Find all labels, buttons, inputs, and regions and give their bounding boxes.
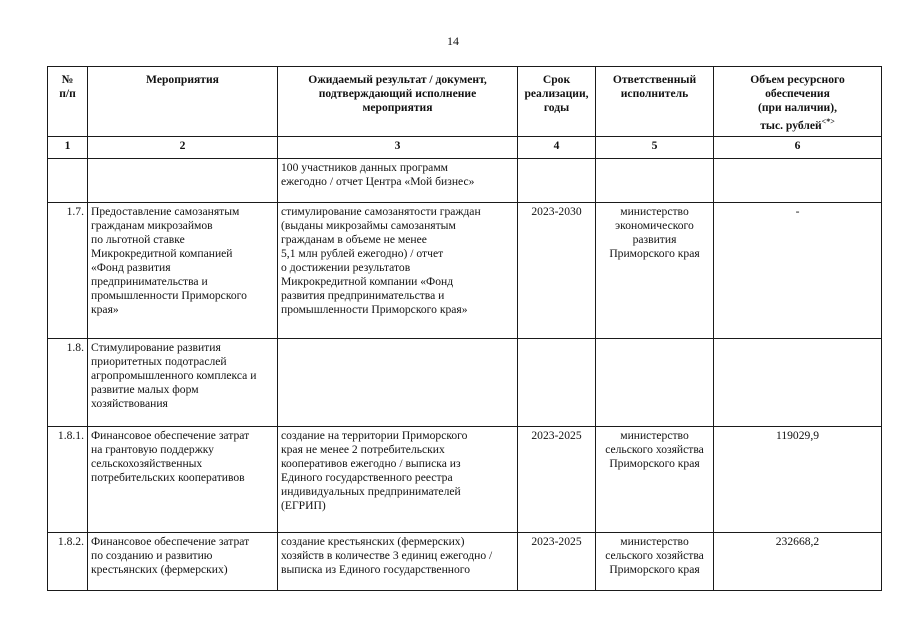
volume-footnote-mark: <*> [821, 117, 835, 126]
row-responsible: министерство сельского хозяйства Приморского края [596, 427, 714, 533]
column-number: 5 [596, 137, 714, 159]
column-number: 3 [278, 137, 518, 159]
row-volume [714, 159, 882, 203]
page-number: 14 [447, 34, 459, 48]
table-row [48, 339, 882, 427]
row-expected-result: создание крестьянских (фермерских) хозяйств в количестве 3 единиц ежегодно / выписка из Единого государственного [278, 533, 518, 591]
row-term: 2023-2025 [518, 427, 596, 533]
header-responsible: Ответственный исполнитель [596, 67, 714, 137]
row-expected-result: стимулирование самозанятости граждан (выданы микрозаймы самозанятым гражданам в объеме не менее 5,1 млн рублей ежегодно) / отчет о достижении результатов Микрокредитной компании «Фонд развития предпринимательства и промышленности Приморского края» [278, 203, 518, 339]
row-number [48, 159, 88, 203]
table-row [48, 203, 882, 339]
row-number: 1.7. [48, 203, 88, 339]
row-measure [88, 159, 278, 203]
row-term: 2023-2030 [518, 203, 596, 339]
header-expected-result: Ожидаемый результат / документ, подтверждающий исполнение мероприятия [278, 67, 518, 137]
column-number-row [48, 137, 882, 159]
row-expected-result: создание на территории Приморского края не менее 2 потребительских кооперативов ежегодно / выписка из Единого государственного реестра индивидуальных предпринимателей (ЕГРИП) [278, 427, 518, 533]
row-measure: Стимулирование развития приоритетных подотраслей агропромышленного комплекса и развитие малых форм хозяйствования [88, 339, 278, 427]
row-number: 1.8.1. [48, 427, 88, 533]
row-term [518, 339, 596, 427]
row-volume: 119029,9 [714, 427, 882, 533]
row-volume: - [714, 203, 882, 339]
row-expected-result: 100 участников данных программ ежегодно / отчет Центра «Мой бизнес» [278, 159, 518, 203]
row-measure: Финансовое обеспечение затрат на грантовую поддержку сельскохозяйственных потребительских кооперативов [88, 427, 278, 533]
column-number: 6 [714, 137, 882, 159]
header-term: Срок реализации, годы [518, 67, 596, 137]
row-responsible [596, 159, 714, 203]
table-row [48, 159, 882, 203]
row-number: 1.8. [48, 339, 88, 427]
row-responsible [596, 339, 714, 427]
row-responsible: министерство сельского хозяйства Приморского края [596, 533, 714, 591]
row-measure: Предоставление самозанятым гражданам микрозаймов по льготной ставке Микрокредитной компанией «Фонд развития предпринимательства и промышленности Приморского края» [88, 203, 278, 339]
row-measure: Финансовое обеспечение затрат по созданию и развитию крестьянских (фермерских) [88, 533, 278, 591]
row-volume [714, 339, 882, 427]
row-term [518, 159, 596, 203]
measures-table [47, 66, 882, 591]
header-measures: Мероприятия [88, 67, 278, 137]
table-row [48, 427, 882, 533]
column-number: 1 [48, 137, 88, 159]
row-number: 1.8.2. [48, 533, 88, 591]
table-header-row [48, 67, 882, 137]
column-number: 4 [518, 137, 596, 159]
row-responsible: министерство экономического развития Приморского края [596, 203, 714, 339]
row-expected-result [278, 339, 518, 427]
header-volume: Объем ресурсного обеспечения (при наличии), тыс. рублей<*> [714, 67, 882, 137]
column-number: 2 [88, 137, 278, 159]
header-num: № п/п [48, 67, 88, 137]
table-row [48, 533, 882, 591]
row-term: 2023-2025 [518, 533, 596, 591]
row-volume: 232668,2 [714, 533, 882, 591]
